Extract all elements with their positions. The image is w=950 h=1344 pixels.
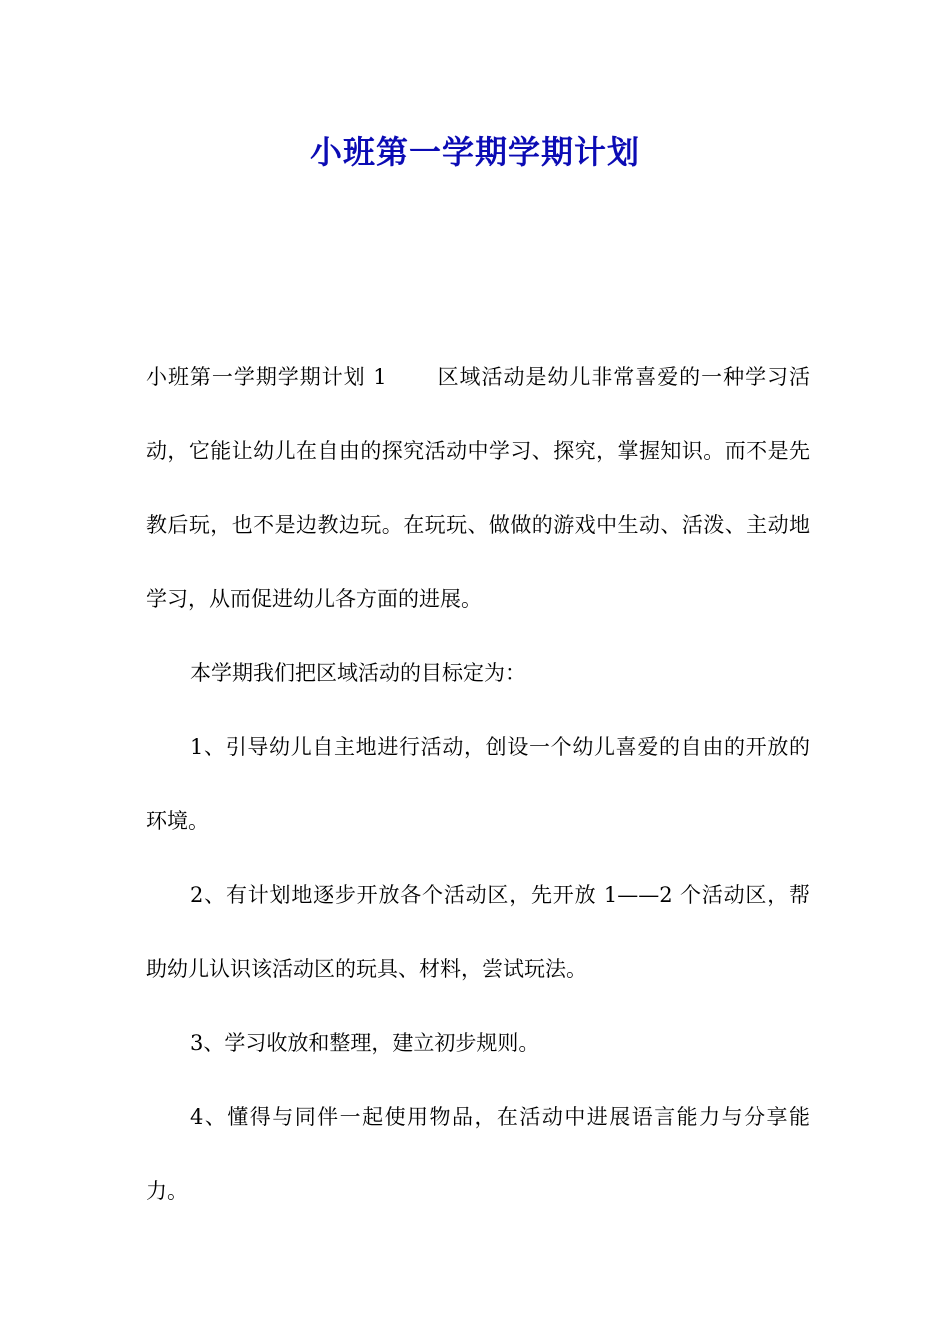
paragraph-goal-4: 4、懂得与同伴一起使用物品，在活动中进展语言能力与分享能力。	[146, 1105, 810, 1203]
paragraph-lead: 小班第一学期学期计划 1	[146, 365, 387, 389]
paragraph-intro	[146, 340, 810, 636]
paragraph-goal-3: 3、学习收放和整理，建立初步规则。	[190, 1031, 540, 1055]
paragraph-goal-2: 2、有计划地逐步开放各个活动区，先开放 1——2 个活动区，帮助幼儿认识该活动区的玩具、材料，尝试玩法。	[146, 883, 810, 981]
document-title: 小班第一学期学期计划	[309, 133, 640, 171]
paragraph-text: 区域活动是幼儿非常喜爱的一种学习活动，它能让幼儿在自由的探究活动中学习、探究，掌握知识。而不是先教后玩，也不是边教边玩。在玩玩、做做的游戏中生动、活泼、主动地学习，从而促进幼儿各方面的进展。	[146, 365, 810, 611]
paragraph-goals-heading: 本学期我们把区域活动的目标定为：	[190, 661, 526, 685]
document-body	[146, 340, 810, 1228]
paragraph-goal-1: 1、引导幼儿自主地进行活动，创设一个幼儿喜爱的自由的开放的环境。	[146, 735, 810, 833]
